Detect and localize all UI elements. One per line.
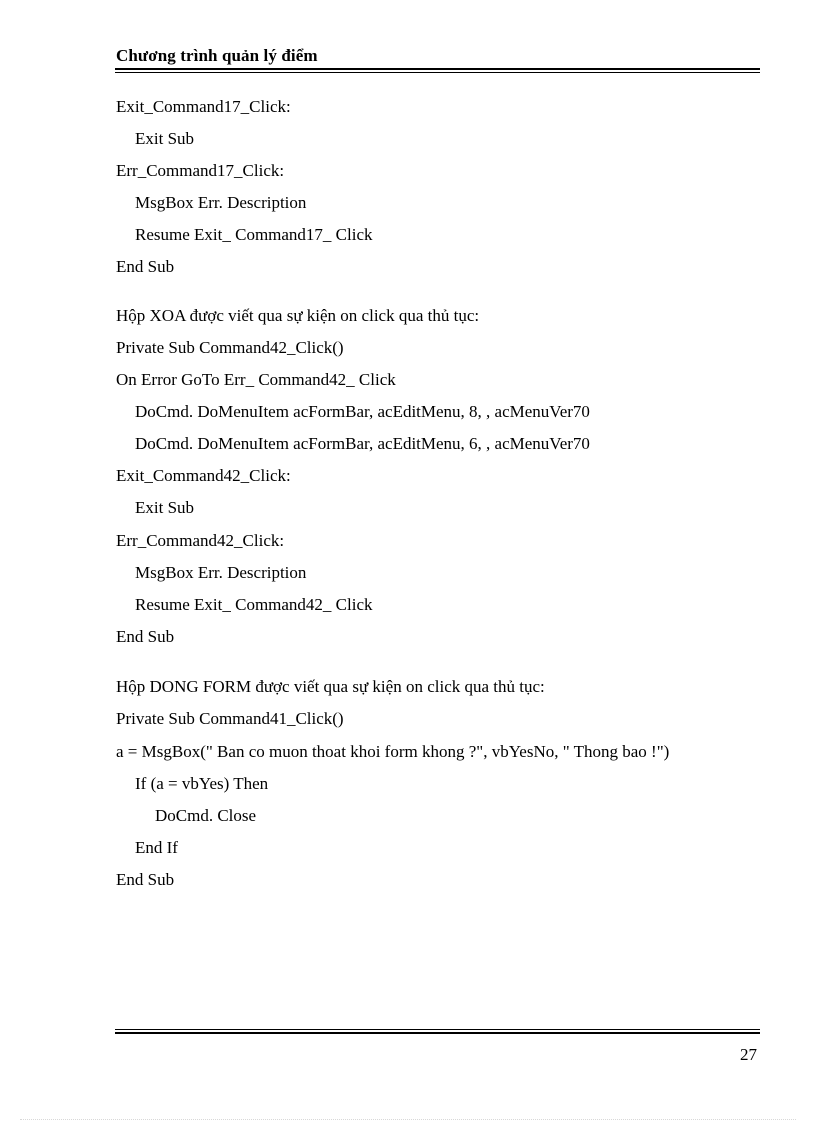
code-line: Err_Command17_Click: (116, 161, 285, 180)
code-line: DoCmd. DoMenuItem acFormBar, acEditMenu, 6, , acMenuVer70 (135, 434, 590, 453)
code-line: Private Sub Command41_Click() (116, 709, 344, 728)
code-line: Private Sub Command42_Click() (116, 338, 344, 357)
code-line: If (a = vbYes) Then (135, 774, 269, 793)
code-line: DoCmd. Close (155, 806, 257, 825)
code-line: On Error GoTo Err_ Command42_ Click (116, 370, 396, 389)
code-line: Exit_Command42_Click: (116, 466, 291, 485)
footer-rule-thin (115, 1029, 760, 1030)
code-line: a = MsgBox(" Ban co muon thoat khoi form khong ?", vbYesNo, " Thong bao !") (116, 742, 670, 761)
section-description: Hộp XOA được viết qua sự kiện on click qua thủ tục: (116, 306, 480, 325)
code-line: Resume Exit_ Command42_ Click (135, 595, 373, 614)
code-line: Err_Command42_Click: (116, 531, 285, 550)
section-description: Hộp DONG FORM được viết qua sự kiện on click qua thủ tục: (116, 677, 545, 696)
code-line: Exit_Command17_Click: (116, 97, 291, 116)
page-edge-divider (20, 1119, 796, 1120)
page-header-title: Chương trình quản lý điểm (116, 46, 318, 65)
code-line: End Sub (116, 627, 175, 646)
code-line: Exit Sub (135, 498, 195, 517)
page-number: 27 (740, 1045, 757, 1064)
footer-rule-thick (115, 1032, 760, 1034)
header-rule-thick (115, 68, 760, 70)
code-line: DoCmd. DoMenuItem acFormBar, acEditMenu, 8, , acMenuVer70 (135, 402, 590, 421)
code-line: End Sub (116, 870, 175, 889)
code-line: Resume Exit_ Command17_ Click (135, 225, 373, 244)
code-line: Exit Sub (135, 129, 195, 148)
code-line: MsgBox Err. Description (135, 193, 307, 212)
code-line: End Sub (116, 257, 175, 276)
code-line: MsgBox Err. Description (135, 563, 307, 582)
code-line: End If (135, 838, 178, 857)
header-rule-thin (115, 72, 760, 73)
